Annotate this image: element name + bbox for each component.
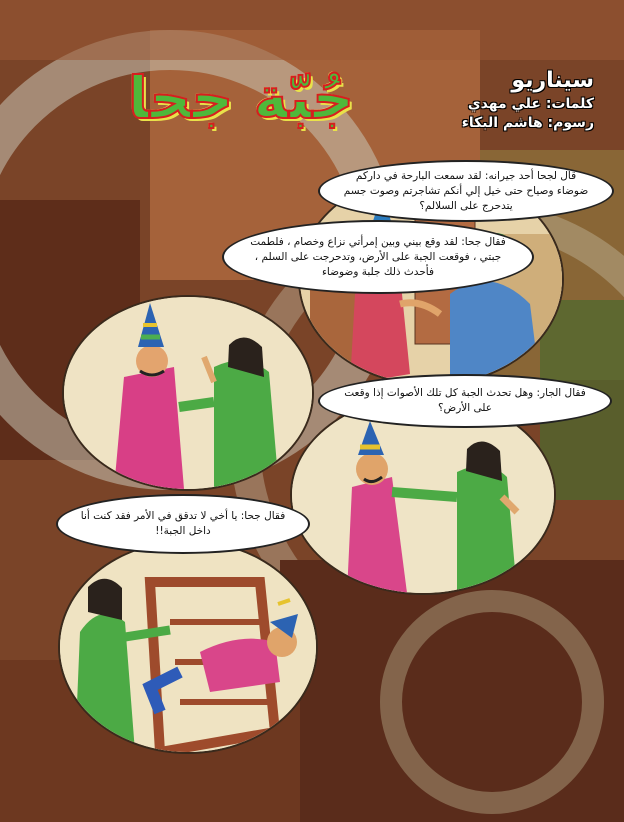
speech-bubble-2 xyxy=(222,220,534,294)
scenario-heading: سيناريو xyxy=(511,68,594,93)
story-title: جُبّة جحا xyxy=(127,64,355,132)
panel-2-drawing xyxy=(64,297,312,489)
speech-bubble-3 xyxy=(318,374,612,428)
speech-bubble-1-text: قال لجحا أحد جيرانه: لقد سمعت البارحة في داركم ضوضاء وصياح حتى خيل إلي أنكم تشاجرتم وصوت جسم يتدحرج على السلالم؟ xyxy=(343,169,589,212)
illustrator-credit: رسوم: هاشم البكاء xyxy=(461,115,594,131)
credits xyxy=(394,68,594,131)
speech-bubble-2-text: فقال جحا: لقد وقع بيني وبين إمرأتي نزاع وخصام ، فلطمت جبتي ، فوقعت الجبة على الأرض، وتدحرجت على السلم ، فأحدث ذلك جلبة وضوضاء xyxy=(250,235,506,278)
panel-4-illustration xyxy=(58,540,318,754)
speech-bubble-4-text: فقال جحا: يا أخي لا تدقق في الأمر فقد كنت أنا داخل الجبة!! xyxy=(80,510,286,537)
panel-2-illustration xyxy=(62,295,314,491)
writer-credit: كلمات: علي مهدي xyxy=(467,96,594,112)
panel-4-drawing xyxy=(60,542,316,752)
speech-bubble-4 xyxy=(56,494,310,554)
speech-bubble-3-text: فقال الجار: وهل تحدث الجبة كل تلك الأصوات إذا وقعت على الأرض؟ xyxy=(344,387,586,414)
speech-bubble-1 xyxy=(318,160,614,222)
